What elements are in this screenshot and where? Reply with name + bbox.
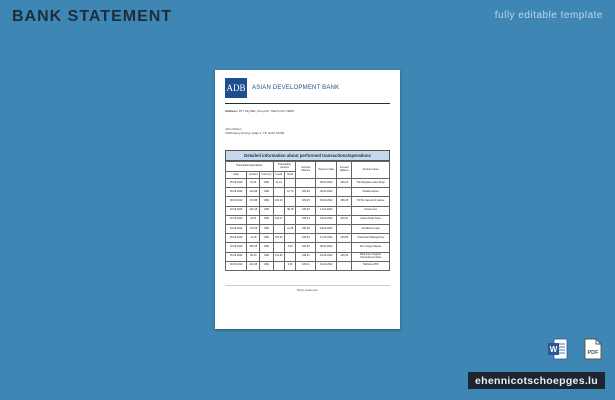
cell-balance: 449,21 xyxy=(296,252,316,261)
cell-payment-date: 23.03.2022 xyxy=(316,224,337,233)
client-name: John Citizen xyxy=(225,127,242,131)
col-currency: Currency xyxy=(260,172,273,179)
cell-account: Active Outlet Store xyxy=(352,215,390,224)
bank-logo: ADB xyxy=(225,78,247,98)
cell-amount: 440,18 xyxy=(247,206,260,215)
cell-amount: 170,88 xyxy=(247,197,260,206)
client-address: 7028 Hùng Vương, Quận 1, TP. HCM 76748 xyxy=(225,131,285,135)
cell-currency: USD xyxy=(260,261,273,270)
cell-balance: 436,49 xyxy=(296,206,316,215)
cell-debit: 0,01 xyxy=(285,261,296,270)
cell-credit xyxy=(273,224,284,233)
table-row xyxy=(226,252,390,261)
cell-debit xyxy=(285,197,296,206)
cell-balance2: 490,20 xyxy=(337,179,352,188)
cell-balance: 433,21 xyxy=(296,261,316,270)
footer-text: Bank statement xyxy=(297,288,318,292)
table-row xyxy=(226,224,390,233)
pdf-icon[interactable] xyxy=(583,338,603,360)
cell-credit xyxy=(273,188,284,197)
cell-amount: 212,08 xyxy=(247,261,260,270)
statement-document xyxy=(215,70,400,329)
cell-payment-date: 19.03.2022 xyxy=(316,261,337,270)
cell-balance2: 316,89 xyxy=(337,234,352,243)
cell-payment-date: 18.03.2022 xyxy=(316,252,337,261)
table-row xyxy=(226,234,390,243)
cell-date: 18.03.2022 xyxy=(226,206,247,215)
cell-debit xyxy=(285,179,296,188)
cell-debit: 11,35 xyxy=(285,224,296,233)
word-icon[interactable] xyxy=(548,338,568,360)
col-amount: Amount xyxy=(247,172,260,179)
svg-text:W: W xyxy=(549,345,558,354)
cell-balance2 xyxy=(337,188,352,197)
svg-text:PDF: PDF xyxy=(587,350,599,356)
cell-amount: 96,40 xyxy=(247,252,260,261)
cell-currency: USD xyxy=(260,188,273,197)
cell-balance2: 220,00 xyxy=(337,215,352,224)
cell-balance2: 410,00 xyxy=(337,252,352,261)
cell-balance: 446,28 xyxy=(296,224,316,233)
table-row xyxy=(226,215,390,224)
cell-account: Hellmore ATM xyxy=(352,261,390,270)
cell-balance xyxy=(296,179,316,188)
cell-balance: 436,49 xyxy=(296,243,316,252)
cell-currency: USD xyxy=(260,234,273,243)
cell-date: 08.03.2022 xyxy=(226,197,247,206)
cell-date: 05.03.2022 xyxy=(226,179,247,188)
cell-credit: 11,41 xyxy=(273,179,284,188)
cell-account: Bold Farm Organic Convenience Store xyxy=(352,252,390,261)
cell-account: TOTAL Sacred of Justice xyxy=(352,197,390,206)
footer-divider xyxy=(225,285,390,286)
cell-debit xyxy=(285,252,296,261)
cell-balance: 449,24 xyxy=(296,215,316,224)
client-block xyxy=(225,127,284,135)
cell-currency: USD xyxy=(260,206,273,215)
address-value: 977 Tây Bắc, Khu phố, Thành phố 74208 xyxy=(238,109,294,113)
col-payment-date: Payment date xyxy=(316,162,337,179)
cell-currency: USD xyxy=(260,243,273,252)
col-balance: Account balance xyxy=(296,162,316,179)
cell-currency: USD xyxy=(260,215,273,224)
cell-date: 10.03.2022 xyxy=(226,243,247,252)
col-group-amount: Transaction amount xyxy=(273,162,296,172)
page-title: BANK STATEMENT xyxy=(12,8,173,25)
table-row xyxy=(226,179,390,188)
cell-balance: 405,48 xyxy=(296,188,316,197)
cell-balance: 405,25 xyxy=(296,197,316,206)
col-date: Date xyxy=(226,172,247,179)
cell-debit: 12,72 xyxy=(285,188,296,197)
cell-credit xyxy=(273,243,284,252)
cell-date: 23.03.2022 xyxy=(226,224,247,233)
table-row xyxy=(226,188,390,197)
cell-balance2 xyxy=(337,224,352,233)
cell-balance2: 366,25 xyxy=(337,197,352,206)
cell-amount: 10,41 xyxy=(247,179,260,188)
cell-debit: 3,90 xyxy=(285,243,296,252)
col-group-transactions: Transactions/operations xyxy=(226,162,274,172)
cell-account: The Marylane Cake Shop xyxy=(352,179,390,188)
cell-credit: 115,90 xyxy=(273,234,284,243)
table-row xyxy=(226,206,390,215)
cell-date: 30.03.2022 xyxy=(226,261,247,270)
cell-date: 09.03.2022 xyxy=(226,234,247,243)
cell-date: 30.03.2022 xyxy=(226,252,247,261)
table-title: Detailed information about performed transactions/operations xyxy=(225,150,390,161)
col-debit: Debit xyxy=(285,172,296,179)
col-account-name: Account name xyxy=(352,162,390,179)
cell-debit xyxy=(285,234,296,243)
bank-name: ASIAN DEVELOPMENT BANK xyxy=(252,85,340,91)
cell-payment-date: 06.03.2022 xyxy=(316,179,337,188)
cell-balance2 xyxy=(337,206,352,215)
cell-payment-date: 09.03.2022 xyxy=(316,197,337,206)
address-label: Address: xyxy=(225,109,239,113)
cell-currency: USD xyxy=(260,252,273,261)
cell-amount: 134,98 xyxy=(247,188,260,197)
header-divider xyxy=(225,103,390,104)
cell-balance: 436,54 xyxy=(296,234,316,243)
table-row xyxy=(226,243,390,252)
cell-credit: 115,10 xyxy=(273,197,284,206)
cell-payment-date: 11.03.2022 xyxy=(316,206,337,215)
cell-account: Sharda Garten xyxy=(352,188,390,197)
cell-account: Chinnchat Sharing Area xyxy=(352,234,390,243)
col-balance2: Account balance xyxy=(337,162,352,179)
page-subtitle: fully editable template xyxy=(494,10,603,21)
cell-account: Ncome Ltd xyxy=(352,206,390,215)
cell-credit xyxy=(273,261,284,270)
table-row xyxy=(226,197,390,206)
cell-debit: 48,18 xyxy=(285,206,296,215)
transactions-table xyxy=(225,161,390,271)
cell-date: 22.03.2022 xyxy=(226,215,247,224)
cell-amount: 395,08 xyxy=(247,243,260,252)
cell-currency: USD xyxy=(260,197,273,206)
cell-credit: 120,17 xyxy=(273,215,284,224)
cell-amount: 170,08 xyxy=(247,224,260,233)
brand-badge[interactable]: ehennicotschoepges.lu xyxy=(468,372,605,389)
table-row xyxy=(226,261,390,270)
cell-currency: USD xyxy=(260,224,273,233)
cell-balance2 xyxy=(337,243,352,252)
cell-credit xyxy=(273,206,284,215)
cell-credit: 110,83 xyxy=(273,252,284,261)
address-line xyxy=(225,109,294,113)
cell-payment-date: 23.03.2022 xyxy=(316,215,337,224)
cell-payment-date: 17.03.2022 xyxy=(316,234,337,243)
cell-account: Jonathan's Lady xyxy=(352,224,390,233)
col-credit: Credit xyxy=(273,172,284,179)
cell-date: 09.03.2022 xyxy=(226,188,247,197)
cell-account: Dim Cuppy Sweets xyxy=(352,243,390,252)
cell-currency: USD xyxy=(260,179,273,188)
cell-payment-date: 09.03.2022 xyxy=(316,188,337,197)
cell-amount: 32,41 xyxy=(247,215,260,224)
cell-amount: 11,18 xyxy=(247,234,260,243)
cell-debit xyxy=(285,215,296,224)
transactions-table-wrap xyxy=(225,150,390,271)
cell-payment-date: 08.03.2022 xyxy=(316,243,337,252)
cell-balance2 xyxy=(337,261,352,270)
